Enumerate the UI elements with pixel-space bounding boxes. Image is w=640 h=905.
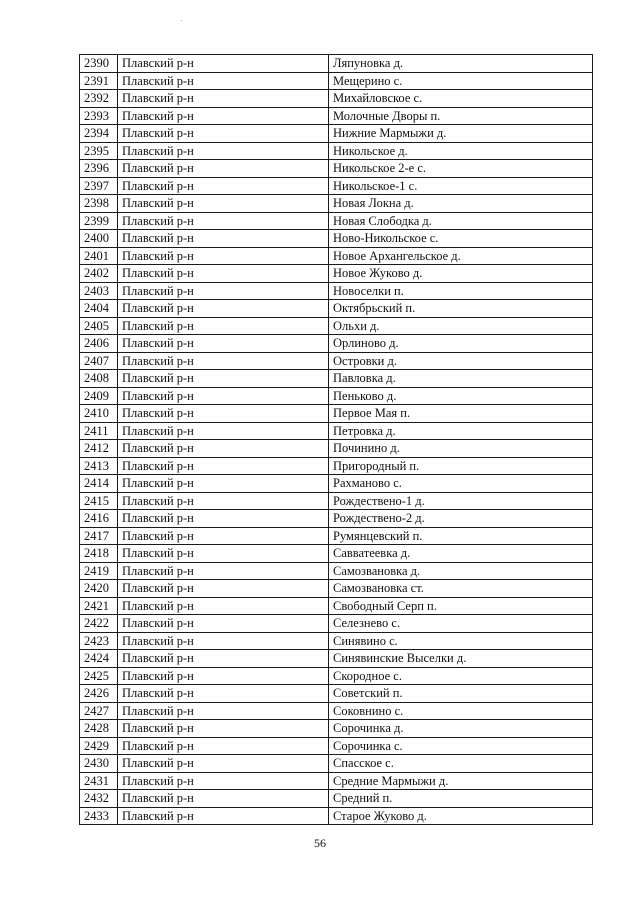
table-row: [80, 475, 593, 493]
table-row: [80, 772, 593, 790]
district-cell: Плавский р-н: [118, 405, 329, 423]
table-row: [80, 807, 593, 825]
row-number-cell: 2390: [80, 55, 118, 73]
district-cell: Плавский р-н: [118, 247, 329, 265]
table-row: [80, 737, 593, 755]
page-number: 56: [314, 836, 326, 850]
district-cell: Плавский р-н: [118, 475, 329, 493]
table-row: [80, 580, 593, 598]
settlement-cell: Никольское-1 с.: [329, 177, 593, 195]
settlement-cell: Старое Жуково д.: [329, 807, 593, 825]
settlement-cell: Свободный Серп п.: [329, 597, 593, 615]
row-number-cell: 2396: [80, 160, 118, 178]
row-number-cell: 2411: [80, 422, 118, 440]
district-cell: Плавский р-н: [118, 370, 329, 388]
table-row: [80, 160, 593, 178]
settlement-cell: Орлиново д.: [329, 335, 593, 353]
table-row: [80, 510, 593, 528]
district-cell: Плавский р-н: [118, 527, 329, 545]
row-number-cell: 2431: [80, 772, 118, 790]
district-cell: Плавский р-н: [118, 422, 329, 440]
district-cell: Плавский р-н: [118, 125, 329, 143]
table-row: [80, 562, 593, 580]
row-number-cell: 2425: [80, 667, 118, 685]
row-number-cell: 2394: [80, 125, 118, 143]
settlement-cell: Синявинские Выселки д.: [329, 650, 593, 668]
district-cell: Плавский р-н: [118, 632, 329, 650]
district-cell: Плавский р-н: [118, 772, 329, 790]
settlement-cell: Октябрьский п.: [329, 300, 593, 318]
district-cell: Плавский р-н: [118, 702, 329, 720]
settlement-cell: Никольское 2-е с.: [329, 160, 593, 178]
settlement-cell: Пригородный п.: [329, 457, 593, 475]
row-number-cell: 2400: [80, 230, 118, 248]
table-row: [80, 317, 593, 335]
settlement-cell: Ново-Никольское с.: [329, 230, 593, 248]
settlement-cell: Новоселки п.: [329, 282, 593, 300]
settlement-cell: Средние Мармыжи д.: [329, 772, 593, 790]
settlement-cell: Рождествено-2 д.: [329, 510, 593, 528]
row-number-cell: 2422: [80, 615, 118, 633]
settlement-cell: Сорочинка с.: [329, 737, 593, 755]
row-number-cell: 2432: [80, 790, 118, 808]
row-number-cell: 2397: [80, 177, 118, 195]
row-number-cell: 2430: [80, 755, 118, 773]
row-number-cell: 2392: [80, 90, 118, 108]
row-number-cell: 2406: [80, 335, 118, 353]
settlement-cell: Павловка д.: [329, 370, 593, 388]
district-cell: Плавский р-н: [118, 72, 329, 90]
settlement-cell: Соковнино с.: [329, 702, 593, 720]
table-row: [80, 615, 593, 633]
table-row: [80, 177, 593, 195]
settlement-cell: Рождествено-1 д.: [329, 492, 593, 510]
settlement-cell: Ляпуновка д.: [329, 55, 593, 73]
row-number-cell: 2408: [80, 370, 118, 388]
table-row: [80, 300, 593, 318]
district-cell: Плавский р-н: [118, 387, 329, 405]
district-cell: Плавский р-н: [118, 790, 329, 808]
row-number-cell: 2413: [80, 457, 118, 475]
settlement-cell: Петровка д.: [329, 422, 593, 440]
row-number-cell: 2433: [80, 807, 118, 825]
table-row: [80, 492, 593, 510]
row-number-cell: 2398: [80, 195, 118, 213]
district-cell: Плавский р-н: [118, 90, 329, 108]
row-number-cell: 2416: [80, 510, 118, 528]
district-cell: Плавский р-н: [118, 685, 329, 703]
district-cell: Плавский р-н: [118, 807, 329, 825]
district-cell: Плавский р-н: [118, 615, 329, 633]
row-number-cell: 2421: [80, 597, 118, 615]
settlement-cell: Островки д.: [329, 352, 593, 370]
table-row: [80, 702, 593, 720]
row-number-cell: 2410: [80, 405, 118, 423]
district-cell: Плавский р-н: [118, 650, 329, 668]
row-number-cell: 2423: [80, 632, 118, 650]
district-cell: Плавский р-н: [118, 580, 329, 598]
settlement-cell: Синявино с.: [329, 632, 593, 650]
row-number-cell: 2427: [80, 702, 118, 720]
table-row: [80, 667, 593, 685]
settlement-cell: Советский п.: [329, 685, 593, 703]
settlement-cell: Новое Архангельское д.: [329, 247, 593, 265]
row-number-cell: 2412: [80, 440, 118, 458]
row-number-cell: 2409: [80, 387, 118, 405]
district-cell: Плавский р-н: [118, 107, 329, 125]
district-cell: Плавский р-н: [118, 737, 329, 755]
table-row: [80, 685, 593, 703]
district-cell: Плавский р-н: [118, 160, 329, 178]
table-row: [80, 650, 593, 668]
table-row: [80, 387, 593, 405]
row-number-cell: 2418: [80, 545, 118, 563]
settlement-cell: Починино д.: [329, 440, 593, 458]
table-row: [80, 352, 593, 370]
table-row: [80, 422, 593, 440]
row-number-cell: 2399: [80, 212, 118, 230]
table-row: [80, 335, 593, 353]
table-row: [80, 142, 593, 160]
district-cell: Плавский р-н: [118, 317, 329, 335]
district-cell: Плавский р-н: [118, 212, 329, 230]
table-row: [80, 247, 593, 265]
district-cell: Плавский р-н: [118, 597, 329, 615]
district-cell: Плавский р-н: [118, 755, 329, 773]
settlement-cell: Нижние Мармыжи д.: [329, 125, 593, 143]
district-cell: Плавский р-н: [118, 230, 329, 248]
district-cell: Плавский р-н: [118, 282, 329, 300]
table-row: [80, 370, 593, 388]
settlements-table-body: [80, 55, 593, 825]
settlement-cell: Сорочинка д.: [329, 720, 593, 738]
settlement-cell: Спасское с.: [329, 755, 593, 773]
row-number-cell: 2404: [80, 300, 118, 318]
settlement-cell: Средний п.: [329, 790, 593, 808]
table-row: [80, 265, 593, 283]
row-number-cell: 2395: [80, 142, 118, 160]
row-number-cell: 2391: [80, 72, 118, 90]
district-cell: Плавский р-н: [118, 195, 329, 213]
settlement-cell: Никольское д.: [329, 142, 593, 160]
table-row: [80, 790, 593, 808]
district-cell: Плавский р-н: [118, 352, 329, 370]
settlement-cell: Селезнево с.: [329, 615, 593, 633]
row-number-cell: 2429: [80, 737, 118, 755]
scan-speck: [181, 20, 182, 21]
row-number-cell: 2403: [80, 282, 118, 300]
settlement-cell: Новая Локна д.: [329, 195, 593, 213]
settlement-cell: Самозвановка д.: [329, 562, 593, 580]
table-row: [80, 720, 593, 738]
district-cell: Плавский р-н: [118, 545, 329, 563]
settlement-cell: Мещерино с.: [329, 72, 593, 90]
settlement-cell: Михайловское с.: [329, 90, 593, 108]
district-cell: Плавский р-н: [118, 55, 329, 73]
settlement-cell: Новое Жуково д.: [329, 265, 593, 283]
district-cell: Плавский р-н: [118, 265, 329, 283]
table-row: [80, 125, 593, 143]
row-number-cell: 2417: [80, 527, 118, 545]
settlement-cell: Скородное с.: [329, 667, 593, 685]
table-row: [80, 440, 593, 458]
row-number-cell: 2393: [80, 107, 118, 125]
table-row: [80, 527, 593, 545]
table-row: [80, 212, 593, 230]
table-row: [80, 405, 593, 423]
row-number-cell: 2424: [80, 650, 118, 668]
table-row: [80, 90, 593, 108]
row-number-cell: 2407: [80, 352, 118, 370]
row-number-cell: 2405: [80, 317, 118, 335]
settlement-cell: Рахманово с.: [329, 475, 593, 493]
table-row: [80, 55, 593, 73]
row-number-cell: 2402: [80, 265, 118, 283]
settlement-cell: Первое Мая п.: [329, 405, 593, 423]
table-row: [80, 597, 593, 615]
district-cell: Плавский р-н: [118, 562, 329, 580]
settlement-cell: Молочные Дворы п.: [329, 107, 593, 125]
settlement-cell: Пеньково д.: [329, 387, 593, 405]
row-number-cell: 2428: [80, 720, 118, 738]
settlements-table: [79, 54, 593, 825]
table-row: [80, 632, 593, 650]
district-cell: Плавский р-н: [118, 335, 329, 353]
table-row: [80, 195, 593, 213]
settlement-cell: Савватеевка д.: [329, 545, 593, 563]
settlement-cell: Самозвановка ст.: [329, 580, 593, 598]
row-number-cell: 2415: [80, 492, 118, 510]
settlement-cell: Румянцевский п.: [329, 527, 593, 545]
row-number-cell: 2420: [80, 580, 118, 598]
district-cell: Плавский р-н: [118, 300, 329, 318]
district-cell: Плавский р-н: [118, 177, 329, 195]
table-row: [80, 230, 593, 248]
row-number-cell: 2419: [80, 562, 118, 580]
district-cell: Плавский р-н: [118, 142, 329, 160]
row-number-cell: 2414: [80, 475, 118, 493]
district-cell: Плавский р-н: [118, 720, 329, 738]
table-row: [80, 457, 593, 475]
district-cell: Плавский р-н: [118, 457, 329, 475]
district-cell: Плавский р-н: [118, 492, 329, 510]
district-cell: Плавский р-н: [118, 440, 329, 458]
settlement-cell: Новая Слободка д.: [329, 212, 593, 230]
row-number-cell: 2401: [80, 247, 118, 265]
row-number-cell: 2426: [80, 685, 118, 703]
table-row: [80, 107, 593, 125]
table-row: [80, 545, 593, 563]
settlement-cell: Ольхи д.: [329, 317, 593, 335]
table-row: [80, 72, 593, 90]
table-row: [80, 755, 593, 773]
table-row: [80, 282, 593, 300]
district-cell: Плавский р-н: [118, 667, 329, 685]
district-cell: Плавский р-н: [118, 510, 329, 528]
